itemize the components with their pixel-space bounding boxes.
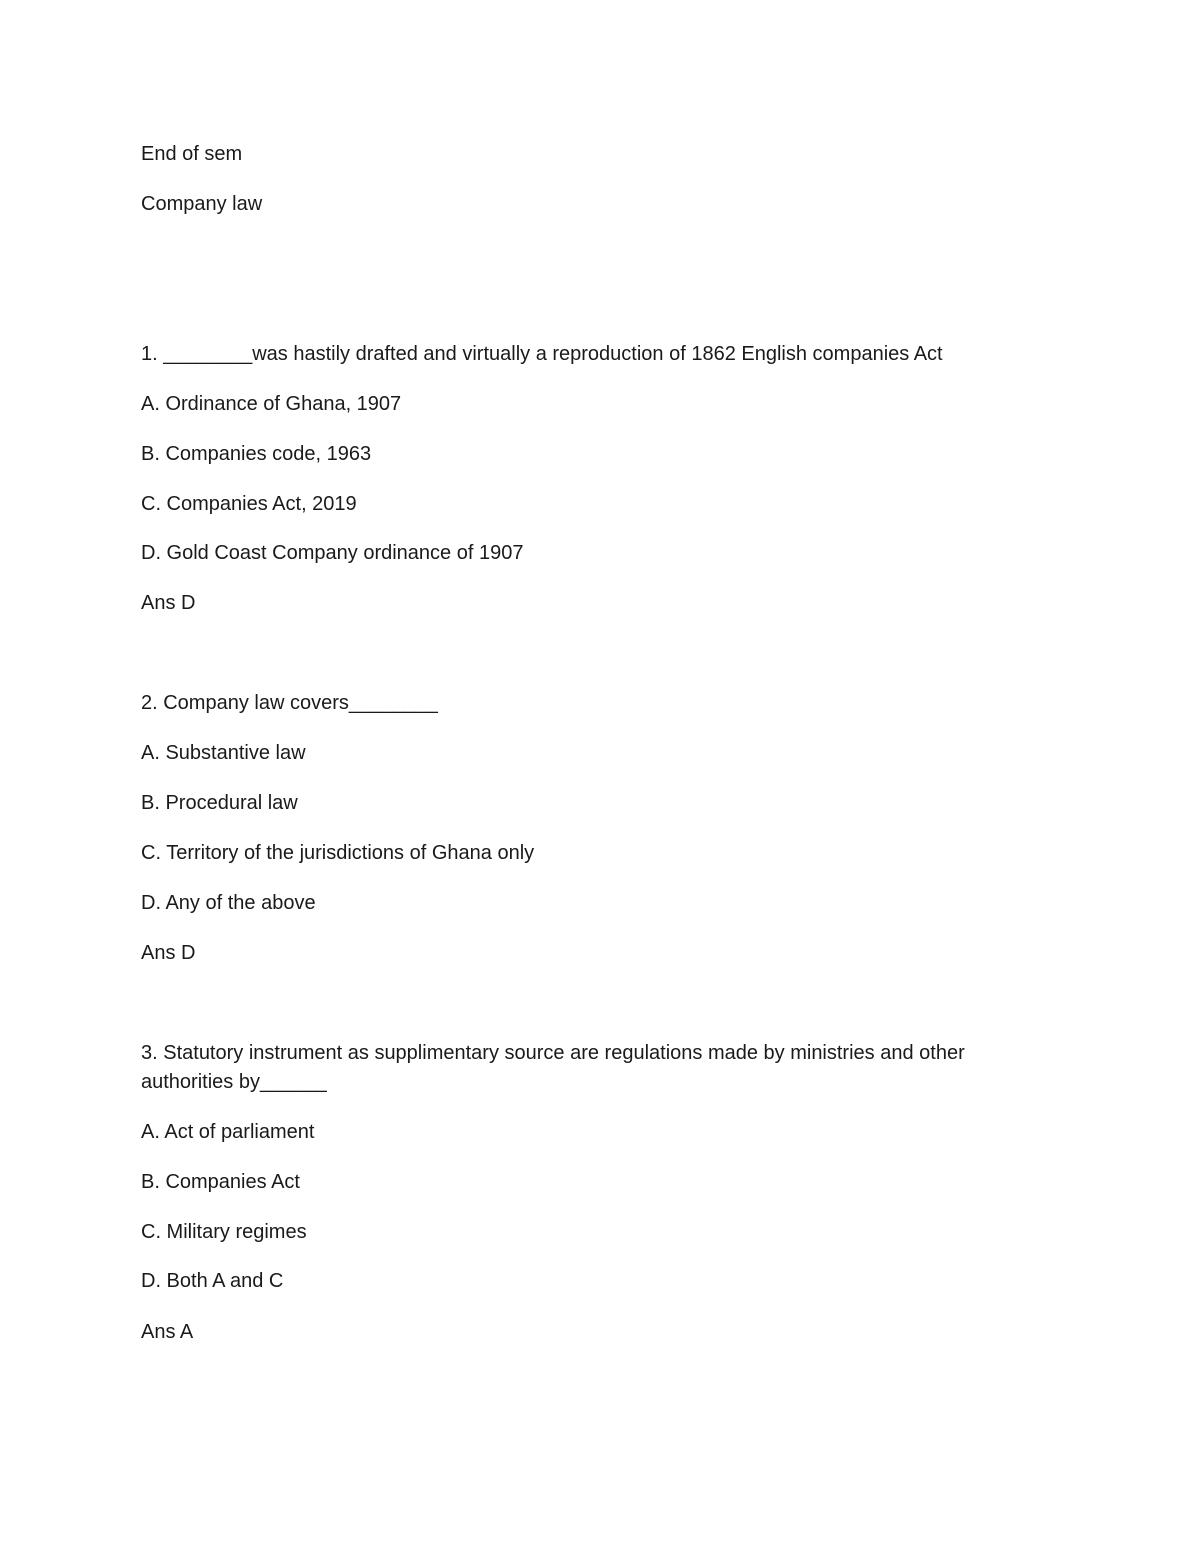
- question-2-option-d: D. Any of the above: [141, 892, 316, 914]
- question-1-text: 1. ________was hastily drafted and virtually a reproduction of 1862 English companies Act: [141, 343, 943, 365]
- question-1-option-a: A. Ordinance of Ghana, 1907: [141, 393, 402, 415]
- question-3-text: 3. Statutory instrument as supplimentary source are regulations made by ministries and other authorities by______: [141, 1042, 965, 1093]
- question-3-option-a: A. Act of parliament: [141, 1121, 315, 1143]
- question-3-option-c: C. Military regimes: [141, 1221, 307, 1243]
- header-line-1: End of sem: [141, 143, 243, 165]
- question-1-option-d: D. Gold Coast Company ordinance of 1907: [141, 542, 524, 564]
- question-2-option-a: A. Substantive law: [141, 742, 306, 764]
- question-1-option-b: B. Companies code, 1963: [141, 443, 372, 465]
- question-1-answer: Ans D: [141, 592, 196, 614]
- question-2-option-b: B. Procedural law: [141, 792, 298, 814]
- question-2-option-c: C. Territory of the jurisdictions of Ghana only: [141, 842, 535, 864]
- question-2-text: 2. Company law covers________: [141, 692, 438, 714]
- question-2-answer: Ans D: [141, 942, 196, 964]
- question-1-option-c: C. Companies Act, 2019: [141, 493, 357, 515]
- question-3-option-b: B. Companies Act: [141, 1171, 300, 1193]
- question-3-answer: Ans A: [141, 1321, 194, 1343]
- header-line-2: Company law: [141, 193, 263, 215]
- question-3-option-d: D. Both A and C: [141, 1270, 284, 1292]
